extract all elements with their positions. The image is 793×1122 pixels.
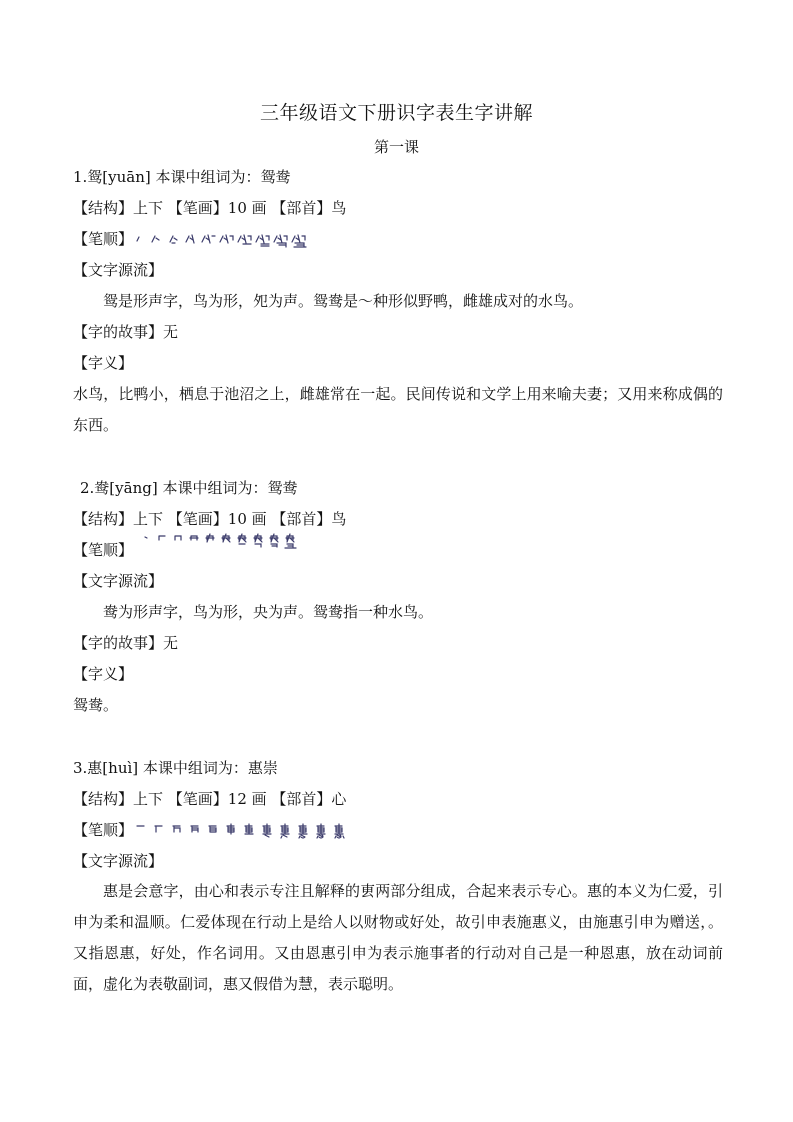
char-1-story: 【字的故事】无 — [73, 323, 179, 341]
char-3-stroke-order-row — [73, 820, 375, 840]
char-3-structure: 【结构】上下 【笔画】12 画 【部首】心 — [73, 790, 347, 808]
char-1-origin-label: 【文字源流】 — [73, 261, 164, 279]
char-1-stroke-order-graphic — [135, 231, 325, 249]
char-1-meaning-text: 水鸟，比鸭小，栖息于池沼之上，雌雄常在一起。民间传说和文学上用来喻夫妻；又用来称成偶的东西。 — [73, 385, 723, 434]
char-2-stroke-order-row — [73, 540, 335, 560]
char-2-stroke-label: 【笔顺】 — [73, 541, 134, 559]
document-title: 三年级语文下册识字表生字讲解 — [259, 102, 533, 124]
char-3-origin-label: 【文字源流】 — [73, 852, 164, 870]
char-1-heading: 1.鸳[yuān] 本课中组词为：鸳鸯 — [73, 168, 291, 186]
char-3-stroke-order-graphic — [135, 822, 375, 840]
char-2-meaning-text: 鸳鸯。 — [73, 696, 119, 714]
char-3-stroke-label: 【笔顺】 — [73, 821, 134, 839]
char-1-structure: 【结构】上下 【笔画】10 画 【部首】鸟 — [73, 199, 347, 217]
char-2-structure: 【结构】上下 【笔画】10 画 【部首】鸟 — [73, 510, 347, 528]
char-2-heading: 2.鸯[yāng] 本课中组词为：鸳鸯 — [80, 479, 298, 497]
lesson-heading: 第一课 — [373, 138, 419, 156]
char-1-meaning-label: 【字义】 — [73, 354, 134, 372]
char-1-stroke-order-row — [73, 229, 325, 249]
char-2-meaning-label: 【字义】 — [73, 665, 134, 683]
char-1-stroke-label: 【笔顺】 — [73, 230, 134, 248]
char-2-origin-text: 鸯为形声字，鸟为形，央为声。鸳鸯指一种水鸟。 — [103, 603, 434, 621]
char-1-origin-text: 鸳是形声字，鸟为形，夗为声。鸳鸯是～种形似野鸭，雌雄成对的水鸟。 — [103, 292, 584, 310]
char-2-stroke-order-graphic — [135, 532, 335, 550]
char-3-origin-text: 惠是会意字，由心和表示专注且解释的叀两部分组成，合起来表示专心。惠的本义为仁爱，引申为柔和温顺。仁爱体现在行动上是给人以财物或好处，故引申表施惠义，由施惠引申为赠送，。又指恩惠，好处，作名词用。又由恩惠引申为表示施事者的行动对自己是一种恩惠，放在动词前面，虚化为表敬副词，惠又假借为慧，表示聪明。 — [73, 882, 723, 993]
char-2-origin-label: 【文字源流】 — [73, 572, 164, 590]
char-2-story: 【字的故事】无 — [73, 634, 179, 652]
char-3-heading: 3.惠[huì] 本课中组词为：惠崇 — [73, 759, 278, 777]
